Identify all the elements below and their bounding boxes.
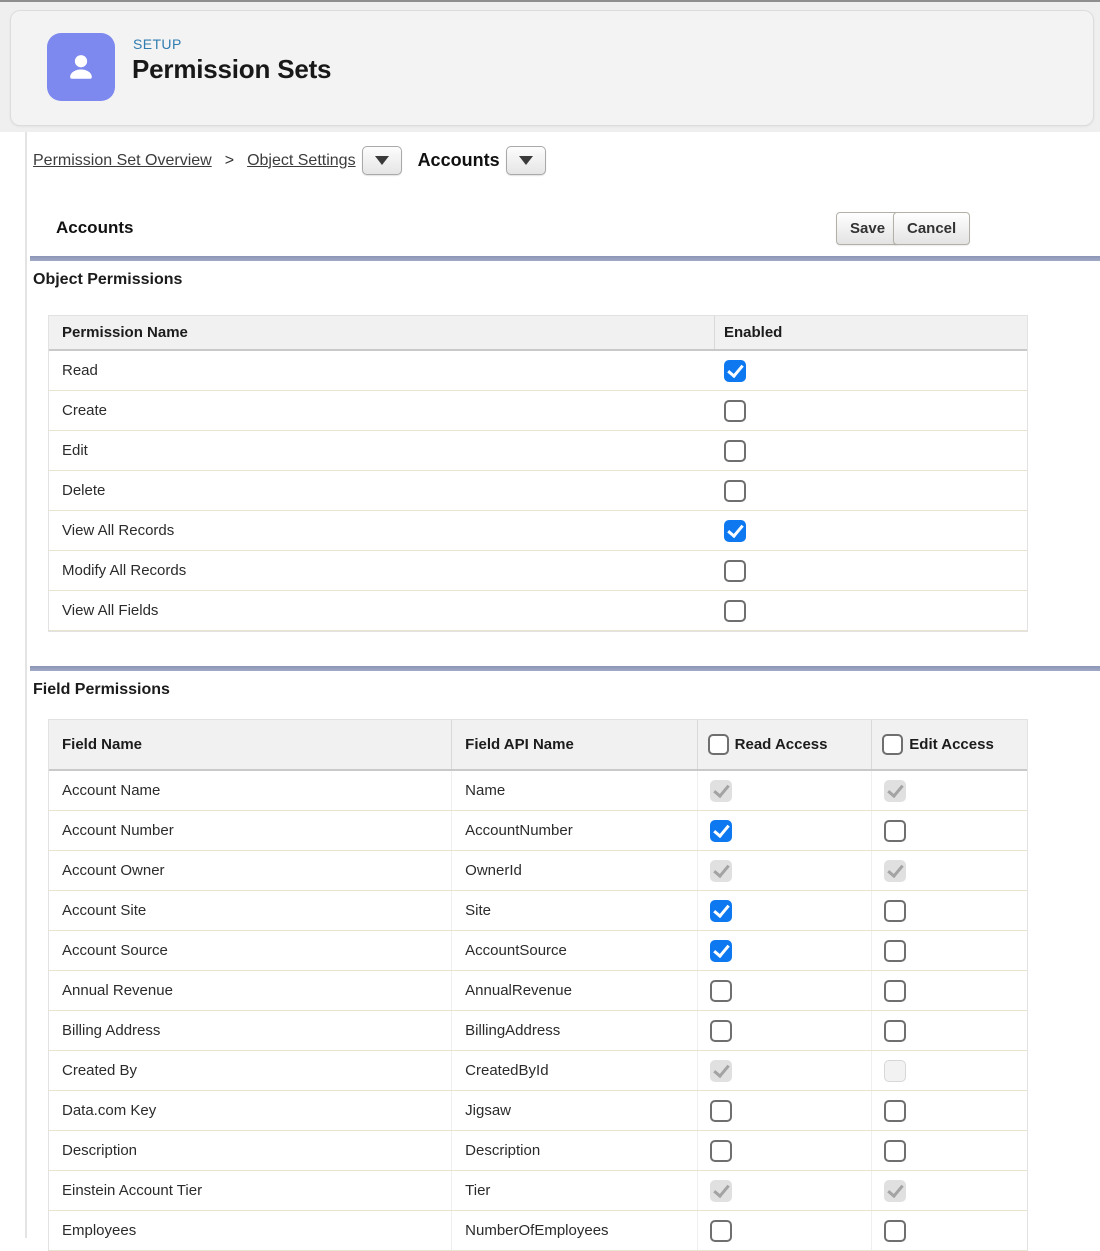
enabled-checkbox[interactable] [724, 400, 746, 422]
edit-access-cell [872, 1091, 1027, 1130]
breadcrumb-link-permission-set-overview[interactable]: Permission Set Overview [33, 151, 212, 169]
read-access-checkbox[interactable] [710, 940, 732, 962]
read-access-cell [698, 771, 873, 810]
field-api-name-cell: OwnerId [452, 851, 698, 890]
field-api-name-cell: Tier [452, 1171, 698, 1210]
table-row [49, 1131, 1027, 1171]
object-permissions-table-header [49, 316, 1027, 351]
breadcrumb-link-object-settings[interactable]: Object Settings [247, 151, 356, 169]
column-header-read-access-label: Read Access [734, 736, 828, 753]
read-access-cell [698, 1011, 873, 1050]
edit-access-cell [872, 771, 1027, 810]
edit-access-cell [872, 971, 1027, 1010]
table-row [49, 391, 1027, 431]
permission-name-cell: View All Records [62, 522, 175, 539]
read-access-cell [698, 1171, 873, 1210]
table-row [49, 1011, 1027, 1051]
enabled-cell [715, 591, 1027, 630]
table-row [49, 551, 1027, 591]
field-name-cell: Created By [49, 1051, 452, 1090]
read-access-cell [698, 1131, 873, 1170]
permission-name-cell: Read [62, 362, 98, 379]
permission-name-cell: Edit [62, 442, 88, 459]
field-name-cell: Employees [49, 1211, 452, 1250]
enabled-checkbox[interactable] [724, 520, 746, 542]
read-access-checkbox[interactable] [710, 1220, 732, 1242]
chevron-down-icon [519, 156, 533, 165]
enabled-checkbox[interactable] [724, 600, 746, 622]
field-name-cell: Data.com Key [49, 1091, 452, 1130]
permission-name-cell: Create [62, 402, 108, 419]
edit-access-cell [872, 1131, 1027, 1170]
section-title-object-permissions: Object Permissions [33, 271, 183, 288]
column-header-edit-access [872, 720, 1027, 769]
permission-name-cell: View All Fields [62, 602, 159, 619]
read-access-cell [698, 1051, 873, 1090]
read-access-cell [698, 1211, 873, 1250]
column-header-read-access [698, 720, 873, 769]
enabled-checkbox[interactable] [724, 360, 746, 382]
table-row [49, 351, 1027, 391]
field-api-name-cell: AccountNumber [452, 811, 698, 850]
field-name-cell: Einstein Account Tier [49, 1171, 452, 1210]
breadcrumb [33, 146, 546, 175]
field-name-cell: Description [49, 1131, 452, 1170]
edit-access-cell [872, 1171, 1027, 1210]
edit-access-checkbox[interactable] [884, 1140, 906, 1162]
user-icon [47, 33, 115, 101]
table-row [49, 931, 1027, 971]
read-access-checkbox[interactable] [710, 980, 732, 1002]
content-left-divider [25, 132, 27, 1238]
read-access-checkbox[interactable] [710, 1100, 732, 1122]
edit-access-checkbox[interactable] [884, 980, 906, 1002]
enabled-checkbox[interactable] [724, 480, 746, 502]
enabled-cell [715, 551, 1027, 590]
object-settings-dropdown-button[interactable] [362, 146, 402, 175]
edit-access-checkbox[interactable] [884, 900, 906, 922]
field-permissions-table [48, 719, 1028, 1251]
enabled-checkbox[interactable] [724, 560, 746, 582]
field-api-name-cell: CreatedById [452, 1051, 698, 1090]
field-api-name-cell: NumberOfEmployees [452, 1211, 698, 1250]
edit-access-checkbox [884, 780, 906, 802]
column-header-field-name: Field Name [49, 720, 452, 769]
edit-access-cell [872, 811, 1027, 850]
page-title: Accounts [56, 218, 134, 237]
edit-access-cell [872, 1011, 1027, 1050]
setup-header-card [10, 10, 1094, 126]
table-row [49, 811, 1027, 851]
enabled-cell [715, 431, 1027, 470]
field-api-name-cell: Description [452, 1131, 698, 1170]
section-divider [30, 256, 1100, 261]
breadcrumb-separator: > [224, 151, 235, 169]
edit-access-checkbox [884, 1180, 906, 1202]
section-title-field-permissions: Field Permissions [33, 681, 170, 698]
table-row [49, 1051, 1027, 1091]
enabled-checkbox[interactable] [724, 440, 746, 462]
table-row [49, 1171, 1027, 1211]
edit-access-select-all-checkbox[interactable] [882, 734, 903, 755]
field-api-name-cell: BillingAddress [452, 1011, 698, 1050]
edit-access-checkbox[interactable] [884, 1020, 906, 1042]
object-permissions-table [48, 315, 1028, 632]
save-button[interactable]: Save [836, 212, 899, 245]
field-name-cell: Annual Revenue [49, 971, 452, 1010]
read-access-checkbox[interactable] [710, 900, 732, 922]
section-divider [30, 666, 1100, 671]
read-access-checkbox [710, 860, 732, 882]
field-api-name-cell: AnnualRevenue [452, 971, 698, 1010]
table-row [49, 1091, 1027, 1131]
table-row [49, 591, 1027, 631]
column-header-field-api-name: Field API Name [452, 720, 698, 769]
accounts-dropdown-button[interactable] [506, 146, 546, 175]
column-header-permission-name: Permission Name [49, 316, 715, 349]
edit-access-checkbox [884, 1060, 906, 1082]
read-access-select-all-checkbox[interactable] [708, 734, 729, 755]
read-access-checkbox [710, 780, 732, 802]
permission-name-cell: Modify All Records [62, 562, 187, 579]
field-name-cell: Account Owner [49, 851, 452, 890]
edit-access-cell [872, 1211, 1027, 1250]
breadcrumb-entity-accounts: Accounts [417, 150, 500, 170]
field-name-cell: Account Name [49, 771, 452, 810]
edit-access-cell [872, 851, 1027, 890]
field-api-name-cell: Jigsaw [452, 1091, 698, 1130]
read-access-checkbox[interactable] [710, 1020, 732, 1042]
read-access-checkbox [710, 1180, 732, 1202]
edit-access-cell [872, 891, 1027, 930]
read-access-cell [698, 851, 873, 890]
setup-eyebrow: SETUP [133, 36, 182, 52]
edit-access-checkbox[interactable] [884, 940, 906, 962]
column-header-edit-access-label: Edit Access [909, 736, 994, 753]
edit-access-cell [872, 1051, 1027, 1090]
field-api-name-cell: AccountSource [452, 931, 698, 970]
table-row [49, 971, 1027, 1011]
read-access-cell [698, 811, 873, 850]
table-row [49, 431, 1027, 471]
read-access-checkbox [710, 1060, 732, 1082]
field-api-name-cell: Site [452, 891, 698, 930]
enabled-cell [715, 471, 1027, 510]
table-row [49, 511, 1027, 551]
column-header-enabled: Enabled [724, 324, 783, 341]
read-access-cell [698, 891, 873, 930]
field-api-name-cell: Name [452, 771, 698, 810]
enabled-cell [715, 391, 1027, 430]
enabled-cell [715, 511, 1027, 550]
table-row [49, 1211, 1027, 1251]
cancel-button[interactable]: Cancel [893, 212, 970, 245]
table-row [49, 771, 1027, 811]
field-name-cell: Billing Address [49, 1011, 452, 1050]
field-name-cell: Account Number [49, 811, 452, 850]
field-permissions-table-header [49, 720, 1027, 771]
setup-header-band [0, 0, 1100, 132]
chevron-down-icon [375, 156, 389, 165]
read-access-cell [698, 1091, 873, 1130]
read-access-checkbox[interactable] [710, 1140, 732, 1162]
field-name-cell: Account Site [49, 891, 452, 930]
read-access-cell [698, 971, 873, 1010]
field-name-cell: Account Source [49, 931, 452, 970]
table-row [49, 851, 1027, 891]
app-title: Permission Sets [132, 54, 332, 84]
table-row [49, 891, 1027, 931]
enabled-cell [715, 351, 1027, 390]
edit-access-checkbox [884, 860, 906, 882]
edit-access-checkbox[interactable] [884, 820, 906, 842]
table-row [49, 471, 1027, 511]
read-access-cell [698, 931, 873, 970]
edit-access-checkbox[interactable] [884, 1220, 906, 1242]
permission-name-cell: Delete [62, 482, 106, 499]
read-access-checkbox[interactable] [710, 820, 732, 842]
edit-access-checkbox[interactable] [884, 1100, 906, 1122]
edit-access-cell [872, 931, 1027, 970]
